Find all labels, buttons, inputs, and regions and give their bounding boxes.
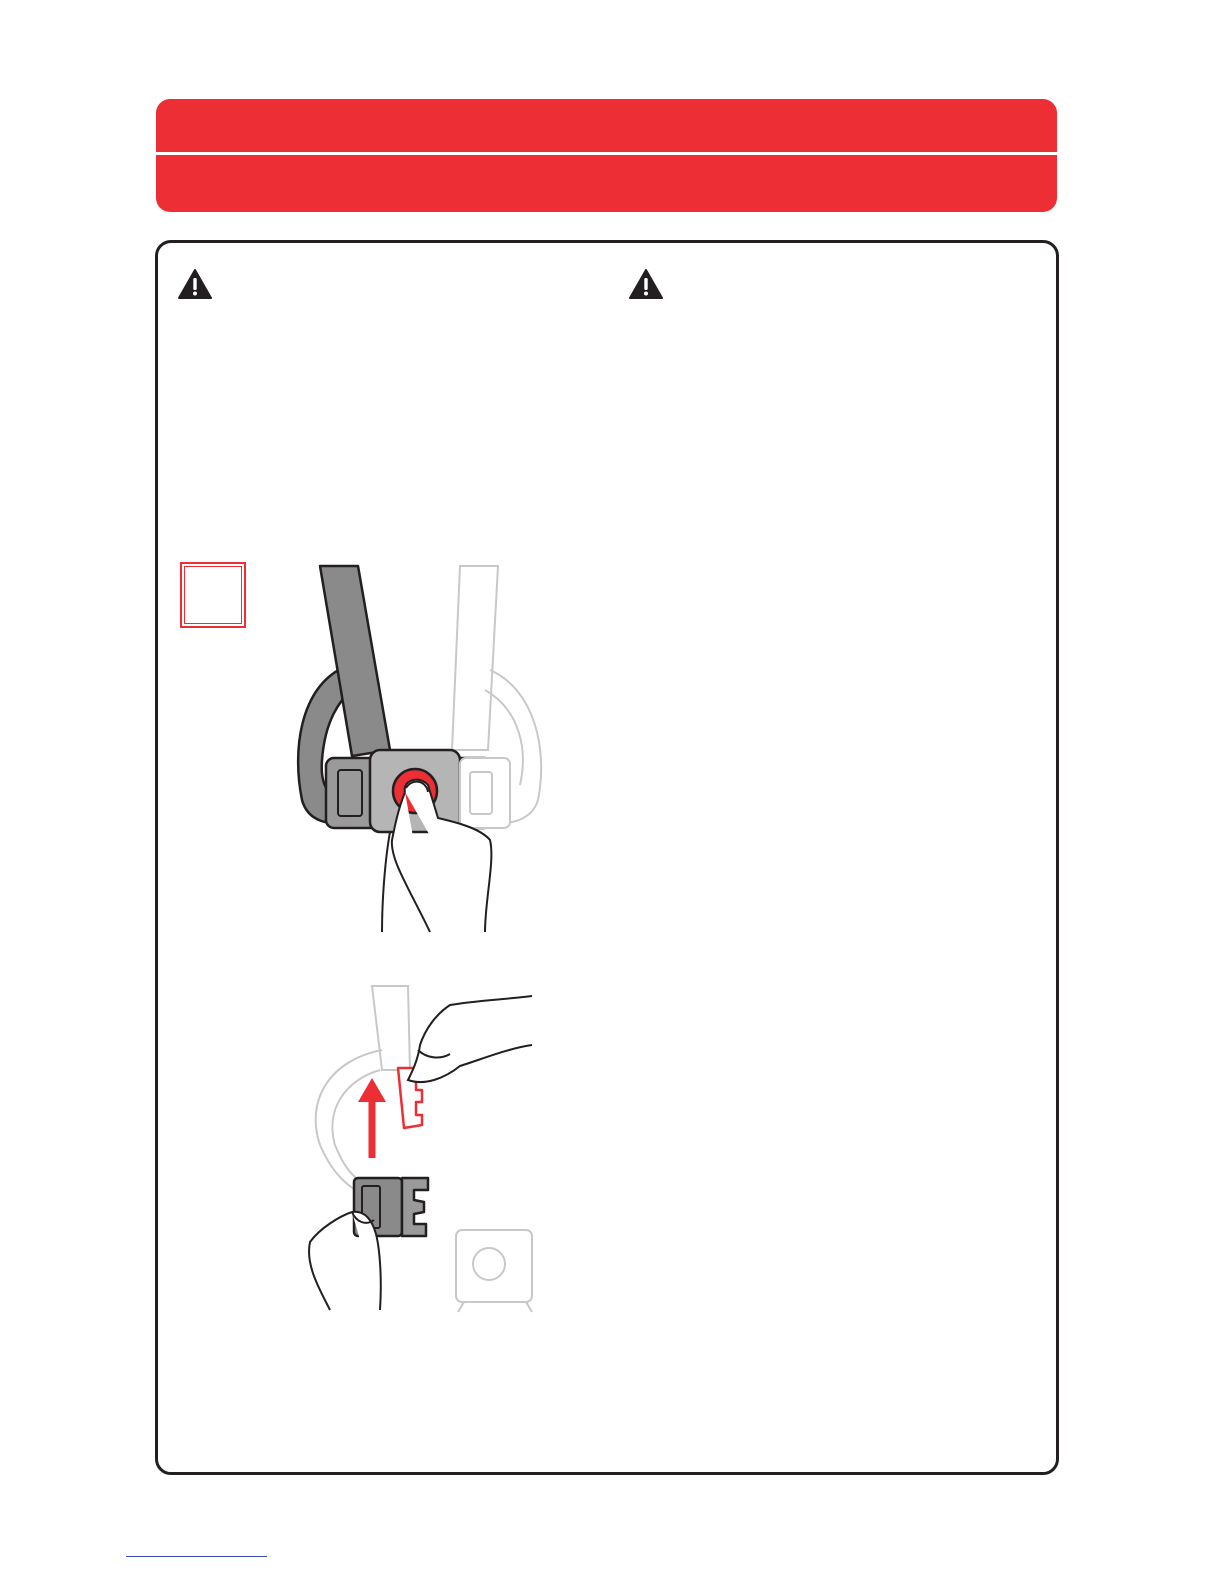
buckle-separate-illustration bbox=[300, 980, 540, 1315]
step-number-box bbox=[180, 562, 246, 628]
footer-underline bbox=[126, 1556, 267, 1557]
warning-triangle-icon bbox=[177, 268, 213, 300]
warning-triangle-icon bbox=[628, 268, 664, 300]
header-divider bbox=[156, 152, 1057, 155]
chest-clip-release-illustration bbox=[280, 560, 550, 940]
header-banner bbox=[156, 99, 1057, 212]
